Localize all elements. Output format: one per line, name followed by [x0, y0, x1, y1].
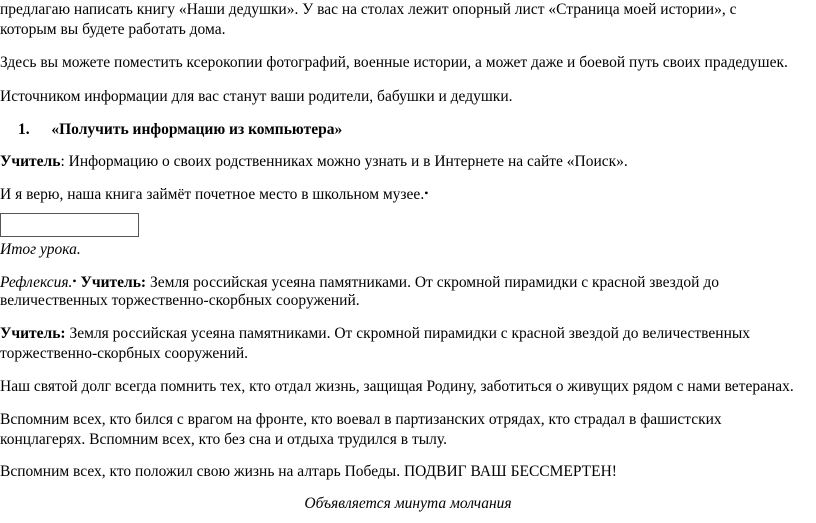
- paragraph-teacher-monuments-line2: торжественно-скорбных сооружений.: [0, 345, 249, 362]
- paragraph-reflection-line2: величественных торжественно-скорбных сооружений.: [0, 292, 360, 309]
- paragraph-teacher-monuments-line1: [0, 324, 750, 344]
- paragraph-intro-line1: предлагаю написать книгу «Наши дедушки». У вас на столах лежит опорный лист «Страница моей истории», с: [0, 1, 737, 18]
- paragraph-remember-line1: Вспомним всех, кто бился с врагом на фронте, кто воевал в партизанских отрядах, кто страдал в фашистских: [0, 411, 722, 428]
- paragraph-photos: Здесь вы можете поместить ксерокопии фотографий, военные истории, а может даже и боевой путь своих прадедушек.: [0, 54, 788, 71]
- empty-text-box: [0, 213, 139, 237]
- bullet-mark: •: [424, 186, 429, 200]
- paragraph-reflection-line1: [0, 271, 719, 293]
- paragraph-sources: Источником информации для вас станут ваши родители, бабушки и дедушки.: [0, 88, 513, 105]
- teacher-internet-text: : Информацию о своих родственниках можно узнать и в Интернете на сайте «Поиск».: [60, 153, 628, 170]
- paragraph-teacher-internet: [0, 152, 628, 172]
- paragraph-remember-line2: концлагерях. Вспомним всех, кто без сна и отдыха трудился в тылу.: [0, 431, 447, 448]
- paragraph-museum: [0, 183, 428, 205]
- museum-text: И я верю, наша книга займёт почетное место в школьном музее.: [0, 186, 425, 203]
- monuments-text-1: Земля российская усеяна памятниками. От скромной пирамидки с красной звездой до: [146, 274, 719, 291]
- paragraph-victory: Вспомним всех, кто положил свою жизнь на алтарь Победы. ПОДВИГ ВАШ БЕССМЕРТЕН!: [0, 463, 617, 480]
- teacher-label: Учитель: [0, 153, 61, 170]
- teacher-label: Учитель:: [80, 274, 147, 291]
- list-item-1: [18, 120, 342, 140]
- paragraph-intro-line2: которым вы будете работать дома.: [0, 21, 226, 38]
- lesson-result-heading: Итог урока.: [0, 241, 81, 258]
- list-item-text: «Получить информацию из компьютера»: [51, 121, 343, 138]
- minute-silence-heading: Объявляется минута молчания: [304, 495, 512, 512]
- bullet-mark: •: [72, 274, 77, 288]
- monuments-text-2: Земля российская усеяна памятниками. От скромной пирамидки с красной звездой до величественных: [65, 325, 751, 342]
- teacher-label: Учитель:: [0, 325, 66, 342]
- reflection-label: Рефлексия.: [0, 274, 73, 291]
- paragraph-duty: Наш святой долг всегда помнить тех, кто отдал жизнь, защищая Родину, заботиться о живущих рядом с нами ветеранах.: [0, 378, 794, 395]
- list-item-number: 1.: [18, 121, 30, 138]
